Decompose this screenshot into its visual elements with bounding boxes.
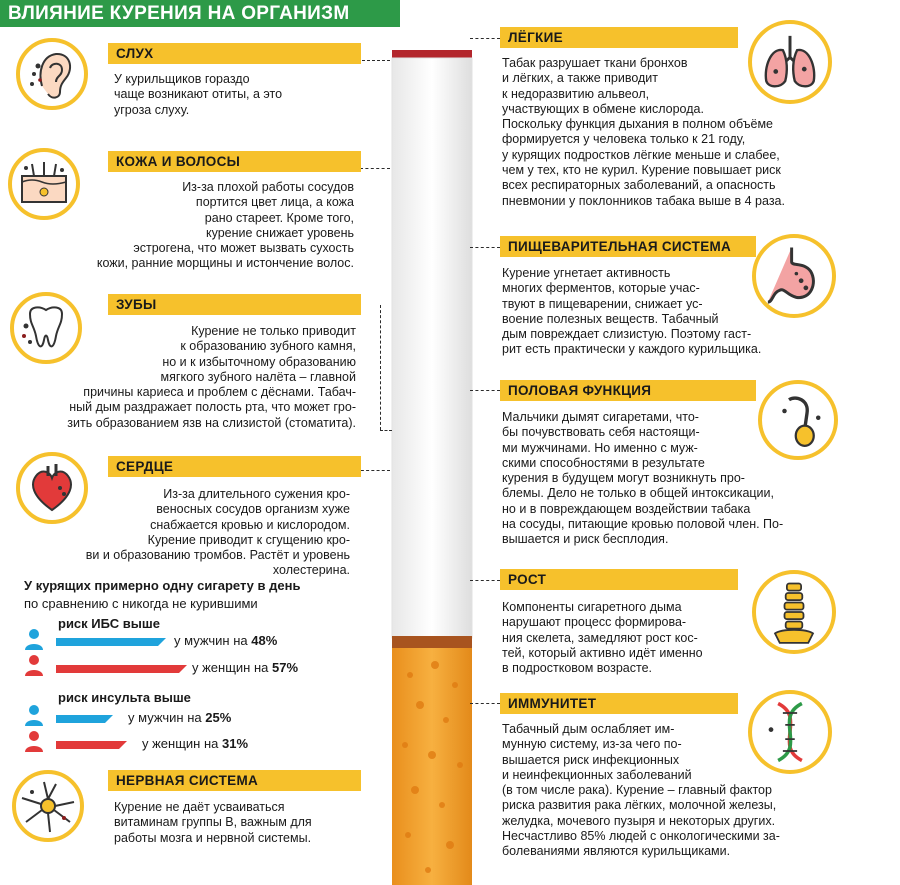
section-text-skin: Из-за плохой работы сосудов портится цвет лица, а кожа рано стареет. Кроме того, курение снижает уровень эстрогена, что может вызвать сухость кожи, ранние морщины и истончение волос.: [96, 180, 354, 271]
connector-line: [470, 38, 500, 40]
connector-line: [470, 247, 500, 249]
section-text-digestive: Курение угнетает активность многих ферментов, которые учас- твуют в пищеварении, снижает ус- воение полезных веществ. Табачный дым повреждает слизистую. Поэтому гаст- рит есть практически у каждого курильщика.: [502, 266, 762, 357]
stat-bar-stroke-male: [56, 715, 113, 723]
connector-line: [352, 305, 381, 430]
tooth-icon: [10, 292, 82, 364]
section-header-hearing: СЛУХ: [108, 43, 361, 64]
section-header-digestive: ПИЩЕВАРИТЕЛЬНАЯ СИСТЕМА: [500, 236, 756, 257]
reproductive-icon: [758, 380, 838, 460]
stats-group-title: риск ИБС выше: [58, 616, 160, 631]
stat-label-stroke-male: у мужчин на 25%: [128, 710, 232, 725]
section-text-heart: Из-за длительного сужения кро- веносных сосудов организм хуже снабжается кровью и кислородом. Курение приводит к сгущению кро- ви и образованию тромбов. Растёт и уровень холестерина.: [85, 487, 350, 578]
section-header-skin: КОЖА И ВОЛОСЫ: [108, 151, 361, 172]
female-person-icon: [24, 730, 44, 752]
section-header-immunity: ИММУНИТЕТ: [500, 693, 738, 714]
lungs-icon: [748, 20, 832, 104]
stats-intro-sub: по сравнению с никогда не курившими: [24, 596, 258, 611]
section-text-hearing: У курильщиков гораздо чаще возникают отиты, а это угроза слуху.: [114, 72, 283, 117]
page-title: ВЛИЯНИЕ КУРЕНИЯ НА ОРГАНИЗМ: [0, 0, 400, 27]
skin-icon: [8, 148, 80, 220]
section-header-teeth: ЗУБЫ: [108, 294, 361, 315]
connector-line: [470, 390, 500, 392]
section-text-sexual: Мальчики дымят сигаретами, что- бы почувствовать себя настоящи- ми мужчинами. Но именно с муж- скими способностями в результате курения в будущем могут возникнуть про- блемы. Дело не только в общей интоксикации, но и в повреждающем воздействии табака на сосуды, питающие кровью половой член. По- вышается и риск бесплодия.: [502, 410, 784, 547]
stat-bar-stroke-female: [56, 741, 127, 749]
spine-icon: [752, 570, 836, 654]
female-person-icon: [24, 654, 44, 676]
section-header-nervous: НЕРВНАЯ СИСТЕМА: [108, 770, 361, 791]
stomach-icon: [752, 234, 836, 318]
connector-line: [470, 703, 500, 705]
ear-icon: [16, 38, 88, 110]
section-text-teeth: Курение не только приводит к образованию зубного камня, но и к избыточному образованию мягкого зубного налёта – главной причины кариеса и проблем с дёснами. Табач- ный дым раздражает полость рта, что может гро- зить образованием язв на слизистой (стоматита).: [67, 324, 356, 430]
connector-line: [360, 168, 390, 170]
section-header-lungs: ЛЁГКИЕ: [500, 27, 738, 48]
stats-group-title: риск инсульта выше: [58, 690, 191, 705]
stat-label-ihd-female: у женщин на 57%: [192, 660, 299, 675]
stat-label-ihd-male: у мужчин на 48%: [174, 633, 278, 648]
stat-bar-ihd-female: [56, 665, 187, 673]
male-person-icon: [24, 704, 44, 726]
neuron-icon: [12, 770, 84, 842]
stat-bar-ihd-male: [56, 638, 166, 646]
connector-line: [470, 580, 500, 582]
dna-icon: [748, 690, 832, 774]
cigarette-illustration: [380, 45, 490, 885]
section-text-nervous: Курение не даёт усваиваться витаминам группы В, важным для работы мозга и нервной системы.: [114, 800, 312, 845]
connector-line: [380, 430, 392, 432]
section-header-growth: РОСТ: [500, 569, 738, 590]
male-person-icon: [24, 628, 44, 650]
stats-intro: У курящих примерно одну сигарету в день: [24, 578, 301, 593]
section-text-lungs: Табак разрушает ткани бронхов и лёгких, а также приводит к недоразвитию альвеол, участвующих в обмене кислорода. Поскольку функция дыхания в полном объёме формируется у человека только к 21 году, у курящих подростков лёгкие меньше и слабее, чем у тех, кто не курил. Курение повышает риск всех респираторных заболеваний, а опасность пневмонии у поклонников табака выше в 4 раза.: [502, 56, 785, 208]
section-text-immunity: Табачный дым ослабляет им- мунную систему, из-за чего по- вышается риск инфекционных и неинфекционных заболеваний (в том числе рака). Курение – главный фактор риска развития рака лёгких, молочной железы, желудка, мочевого пузыря и некоторых других. Несчастливо 85% людей с онкологическими за- болеваниями являются курильщиками.: [502, 722, 780, 859]
section-header-sexual: ПОЛОВАЯ ФУНКЦИЯ: [500, 380, 756, 401]
stat-label-stroke-female: у женщин на 31%: [142, 736, 249, 751]
section-header-heart: СЕРДЦЕ: [108, 456, 361, 477]
section-text-growth: Компоненты сигаретного дыма нарушают процесс формирова- ния скелета, замедляют рост кос- тей, который активно идёт именно в подростковом возрасте.: [502, 600, 703, 676]
heart-icon: [16, 452, 88, 524]
